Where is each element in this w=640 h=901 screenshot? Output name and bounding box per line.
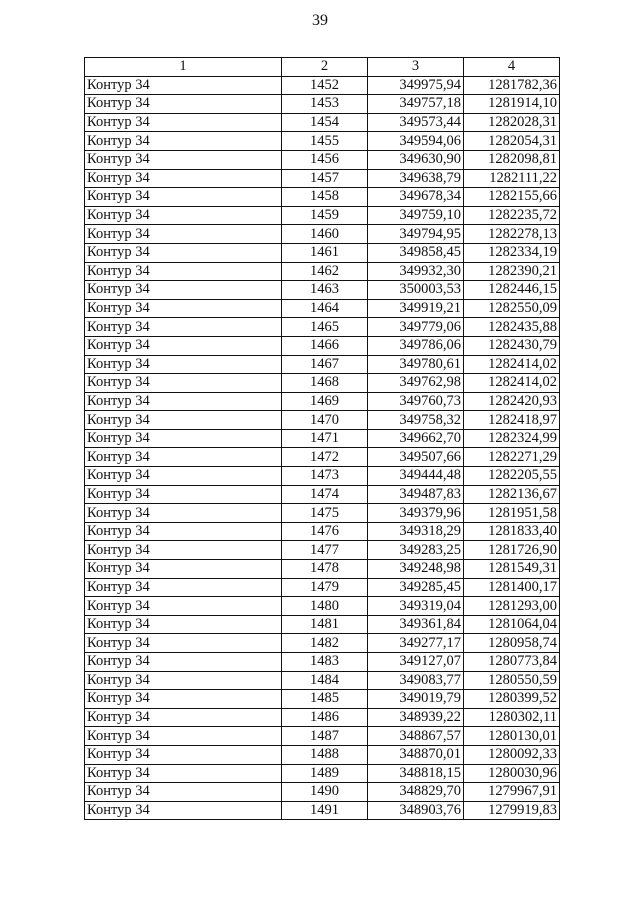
point-number-cell: 1482 [282,634,368,653]
table-row [85,318,560,337]
point-number-cell: 1479 [282,578,368,597]
contour-name-cell: Контур 34 [85,467,282,486]
y-coordinate-cell: 1282324,99 [464,429,560,448]
y-coordinate-cell: 1282028,31 [464,113,560,132]
x-coordinate-cell: 349573,44 [368,113,464,132]
x-coordinate-cell: 349507,66 [368,448,464,467]
column-header-2: 2 [282,58,368,77]
contour-name-cell: Контур 34 [85,634,282,653]
x-coordinate-cell: 349318,29 [368,522,464,541]
y-coordinate-cell: 1281549,31 [464,560,560,579]
x-coordinate-cell: 349083,77 [368,671,464,690]
x-coordinate-cell: 349662,70 [368,429,464,448]
table-row [85,113,560,132]
point-number-cell: 1466 [282,336,368,355]
table-row [85,429,560,448]
table-row [85,281,560,300]
y-coordinate-cell: 1282418,97 [464,411,560,430]
x-coordinate-cell: 349858,45 [368,243,464,262]
point-number-cell: 1460 [282,225,368,244]
x-coordinate-cell: 349762,98 [368,374,464,393]
point-number-cell: 1473 [282,467,368,486]
x-coordinate-cell: 349127,07 [368,653,464,672]
y-coordinate-cell: 1282235,72 [464,206,560,225]
contour-name-cell: Контур 34 [85,225,282,244]
table-row [85,206,560,225]
table-row [85,634,560,653]
contour-name-cell: Контур 34 [85,411,282,430]
point-number-cell: 1470 [282,411,368,430]
x-coordinate-cell: 349248,98 [368,560,464,579]
table-row [85,448,560,467]
point-number-cell: 1458 [282,188,368,207]
table-row [85,467,560,486]
table-row [85,95,560,114]
contour-name-cell: Контур 34 [85,783,282,802]
point-number-cell: 1489 [282,764,368,783]
y-coordinate-cell: 1282420,93 [464,392,560,411]
y-coordinate-cell: 1280773,84 [464,653,560,672]
point-number-cell: 1457 [282,169,368,188]
contour-name-cell: Контур 34 [85,615,282,634]
contour-name-cell: Контур 34 [85,150,282,169]
table-row [85,76,560,95]
point-number-cell: 1484 [282,671,368,690]
table-row [85,374,560,393]
point-number-cell: 1480 [282,597,368,616]
y-coordinate-cell: 1282111,22 [464,169,560,188]
table-row [85,745,560,764]
x-coordinate-cell: 349019,79 [368,690,464,709]
x-coordinate-cell: 349630,90 [368,150,464,169]
contour-name-cell: Контур 34 [85,429,282,448]
point-number-cell: 1452 [282,76,368,95]
contour-name-cell: Контур 34 [85,76,282,95]
contour-name-cell: Контур 34 [85,764,282,783]
contour-name-cell: Контур 34 [85,299,282,318]
y-coordinate-cell: 1282550,09 [464,299,560,318]
column-header-4: 4 [464,58,560,77]
table-row [85,188,560,207]
x-coordinate-cell: 349786,06 [368,336,464,355]
x-coordinate-cell: 349285,45 [368,578,464,597]
y-coordinate-cell: 1280550,59 [464,671,560,690]
x-coordinate-cell: 349759,10 [368,206,464,225]
x-coordinate-cell: 349779,06 [368,318,464,337]
contour-name-cell: Контур 34 [85,113,282,132]
point-number-cell: 1477 [282,541,368,560]
table-row [85,485,560,504]
page-number: 39 [312,12,328,29]
table-row [85,615,560,634]
y-coordinate-cell: 1280030,96 [464,764,560,783]
contour-name-cell: Контур 34 [85,243,282,262]
table-row [85,225,560,244]
contour-name-cell: Контур 34 [85,708,282,727]
coordinates-table [84,57,560,820]
y-coordinate-cell: 1279967,91 [464,783,560,802]
y-coordinate-cell: 1282334,19 [464,243,560,262]
table-row [85,150,560,169]
y-coordinate-cell: 1282205,55 [464,467,560,486]
point-number-cell: 1481 [282,615,368,634]
y-coordinate-cell: 1280399,52 [464,690,560,709]
y-coordinate-cell: 1281400,17 [464,578,560,597]
table-row [85,392,560,411]
table-row [85,336,560,355]
contour-name-cell: Контур 34 [85,95,282,114]
point-number-cell: 1471 [282,429,368,448]
contour-name-cell: Контур 34 [85,653,282,672]
table-row [85,262,560,281]
table-row [85,541,560,560]
table-row [85,243,560,262]
y-coordinate-cell: 1281064,04 [464,615,560,634]
contour-name-cell: Контур 34 [85,745,282,764]
x-coordinate-cell: 348829,70 [368,783,464,802]
x-coordinate-cell: 349919,21 [368,299,464,318]
point-number-cell: 1490 [282,783,368,802]
table-row [85,671,560,690]
y-coordinate-cell: 1280958,74 [464,634,560,653]
x-coordinate-cell: 349678,34 [368,188,464,207]
x-coordinate-cell: 349361,84 [368,615,464,634]
point-number-cell: 1455 [282,132,368,151]
point-number-cell: 1488 [282,745,368,764]
x-coordinate-cell: 348903,76 [368,801,464,820]
point-number-cell: 1476 [282,522,368,541]
x-coordinate-cell: 348867,57 [368,727,464,746]
contour-name-cell: Контур 34 [85,206,282,225]
contour-name-cell: Контур 34 [85,597,282,616]
point-number-cell: 1459 [282,206,368,225]
x-coordinate-cell: 349975,94 [368,76,464,95]
table-row [85,801,560,820]
table-row [85,132,560,151]
point-number-cell: 1478 [282,560,368,579]
point-number-cell: 1464 [282,299,368,318]
y-coordinate-cell: 1281726,90 [464,541,560,560]
point-number-cell: 1483 [282,653,368,672]
table-row [85,727,560,746]
y-coordinate-cell: 1282414,02 [464,355,560,374]
contour-name-cell: Контур 34 [85,522,282,541]
y-coordinate-cell: 1282054,31 [464,132,560,151]
x-coordinate-cell: 349794,95 [368,225,464,244]
point-number-cell: 1461 [282,243,368,262]
y-coordinate-cell: 1282136,67 [464,485,560,504]
contour-name-cell: Контур 34 [85,485,282,504]
contour-name-cell: Контур 34 [85,169,282,188]
table-row [85,522,560,541]
table-row [85,783,560,802]
contour-name-cell: Контур 34 [85,374,282,393]
x-coordinate-cell: 349444,48 [368,467,464,486]
contour-name-cell: Контур 34 [85,727,282,746]
point-number-cell: 1454 [282,113,368,132]
table-row [85,299,560,318]
x-coordinate-cell: 348870,01 [368,745,464,764]
point-number-cell: 1467 [282,355,368,374]
point-number-cell: 1462 [282,262,368,281]
point-number-cell: 1453 [282,95,368,114]
table-row [85,764,560,783]
contour-name-cell: Контур 34 [85,392,282,411]
y-coordinate-cell: 1282098,81 [464,150,560,169]
point-number-cell: 1472 [282,448,368,467]
table-row [85,560,560,579]
x-coordinate-cell: 348818,15 [368,764,464,783]
contour-name-cell: Контур 34 [85,690,282,709]
contour-name-cell: Контур 34 [85,448,282,467]
contour-name-cell: Контур 34 [85,318,282,337]
column-header-3: 3 [368,58,464,77]
table-row [85,355,560,374]
x-coordinate-cell: 349757,18 [368,95,464,114]
x-coordinate-cell: 349487,83 [368,485,464,504]
point-number-cell: 1463 [282,281,368,300]
y-coordinate-cell: 1282278,13 [464,225,560,244]
column-header-1: 1 [85,58,282,77]
y-coordinate-cell: 1281833,40 [464,522,560,541]
y-coordinate-cell: 1279919,83 [464,801,560,820]
point-number-cell: 1485 [282,690,368,709]
y-coordinate-cell: 1281293,00 [464,597,560,616]
y-coordinate-cell: 1280092,33 [464,745,560,764]
point-number-cell: 1468 [282,374,368,393]
point-number-cell: 1456 [282,150,368,169]
table-header-row [85,58,560,77]
y-coordinate-cell: 1282155,66 [464,188,560,207]
point-number-cell: 1465 [282,318,368,337]
point-number-cell: 1487 [282,727,368,746]
point-number-cell: 1469 [282,392,368,411]
table-body [85,76,560,820]
table-row [85,653,560,672]
contour-name-cell: Контур 34 [85,578,282,597]
y-coordinate-cell: 1282430,79 [464,336,560,355]
y-coordinate-cell: 1281951,58 [464,504,560,523]
x-coordinate-cell: 350003,53 [368,281,464,300]
contour-name-cell: Контур 34 [85,504,282,523]
point-number-cell: 1486 [282,708,368,727]
y-coordinate-cell: 1282390,21 [464,262,560,281]
table-row [85,169,560,188]
contour-name-cell: Контур 34 [85,560,282,579]
contour-name-cell: Контур 34 [85,281,282,300]
point-number-cell: 1491 [282,801,368,820]
x-coordinate-cell: 349758,32 [368,411,464,430]
y-coordinate-cell: 1280302,11 [464,708,560,727]
contour-name-cell: Контур 34 [85,262,282,281]
table-row [85,690,560,709]
contour-name-cell: Контур 34 [85,132,282,151]
x-coordinate-cell: 349283,25 [368,541,464,560]
x-coordinate-cell: 348939,22 [368,708,464,727]
table-row [85,597,560,616]
y-coordinate-cell: 1282435,88 [464,318,560,337]
x-coordinate-cell: 349638,79 [368,169,464,188]
contour-name-cell: Контур 34 [85,671,282,690]
x-coordinate-cell: 349319,04 [368,597,464,616]
y-coordinate-cell: 1282414,02 [464,374,560,393]
y-coordinate-cell: 1281782,36 [464,76,560,95]
contour-name-cell: Контур 34 [85,541,282,560]
x-coordinate-cell: 349594,06 [368,132,464,151]
x-coordinate-cell: 349780,61 [368,355,464,374]
y-coordinate-cell: 1282271,29 [464,448,560,467]
y-coordinate-cell: 1281914,10 [464,95,560,114]
x-coordinate-cell: 349760,73 [368,392,464,411]
x-coordinate-cell: 349277,17 [368,634,464,653]
table-row [85,411,560,430]
y-coordinate-cell: 1282446,15 [464,281,560,300]
table-row [85,504,560,523]
point-number-cell: 1474 [282,485,368,504]
table-row [85,708,560,727]
x-coordinate-cell: 349932,30 [368,262,464,281]
y-coordinate-cell: 1280130,01 [464,727,560,746]
contour-name-cell: Контур 34 [85,355,282,374]
point-number-cell: 1475 [282,504,368,523]
contour-name-cell: Контур 34 [85,801,282,820]
table-row [85,578,560,597]
contour-name-cell: Контур 34 [85,188,282,207]
contour-name-cell: Контур 34 [85,336,282,355]
x-coordinate-cell: 349379,96 [368,504,464,523]
